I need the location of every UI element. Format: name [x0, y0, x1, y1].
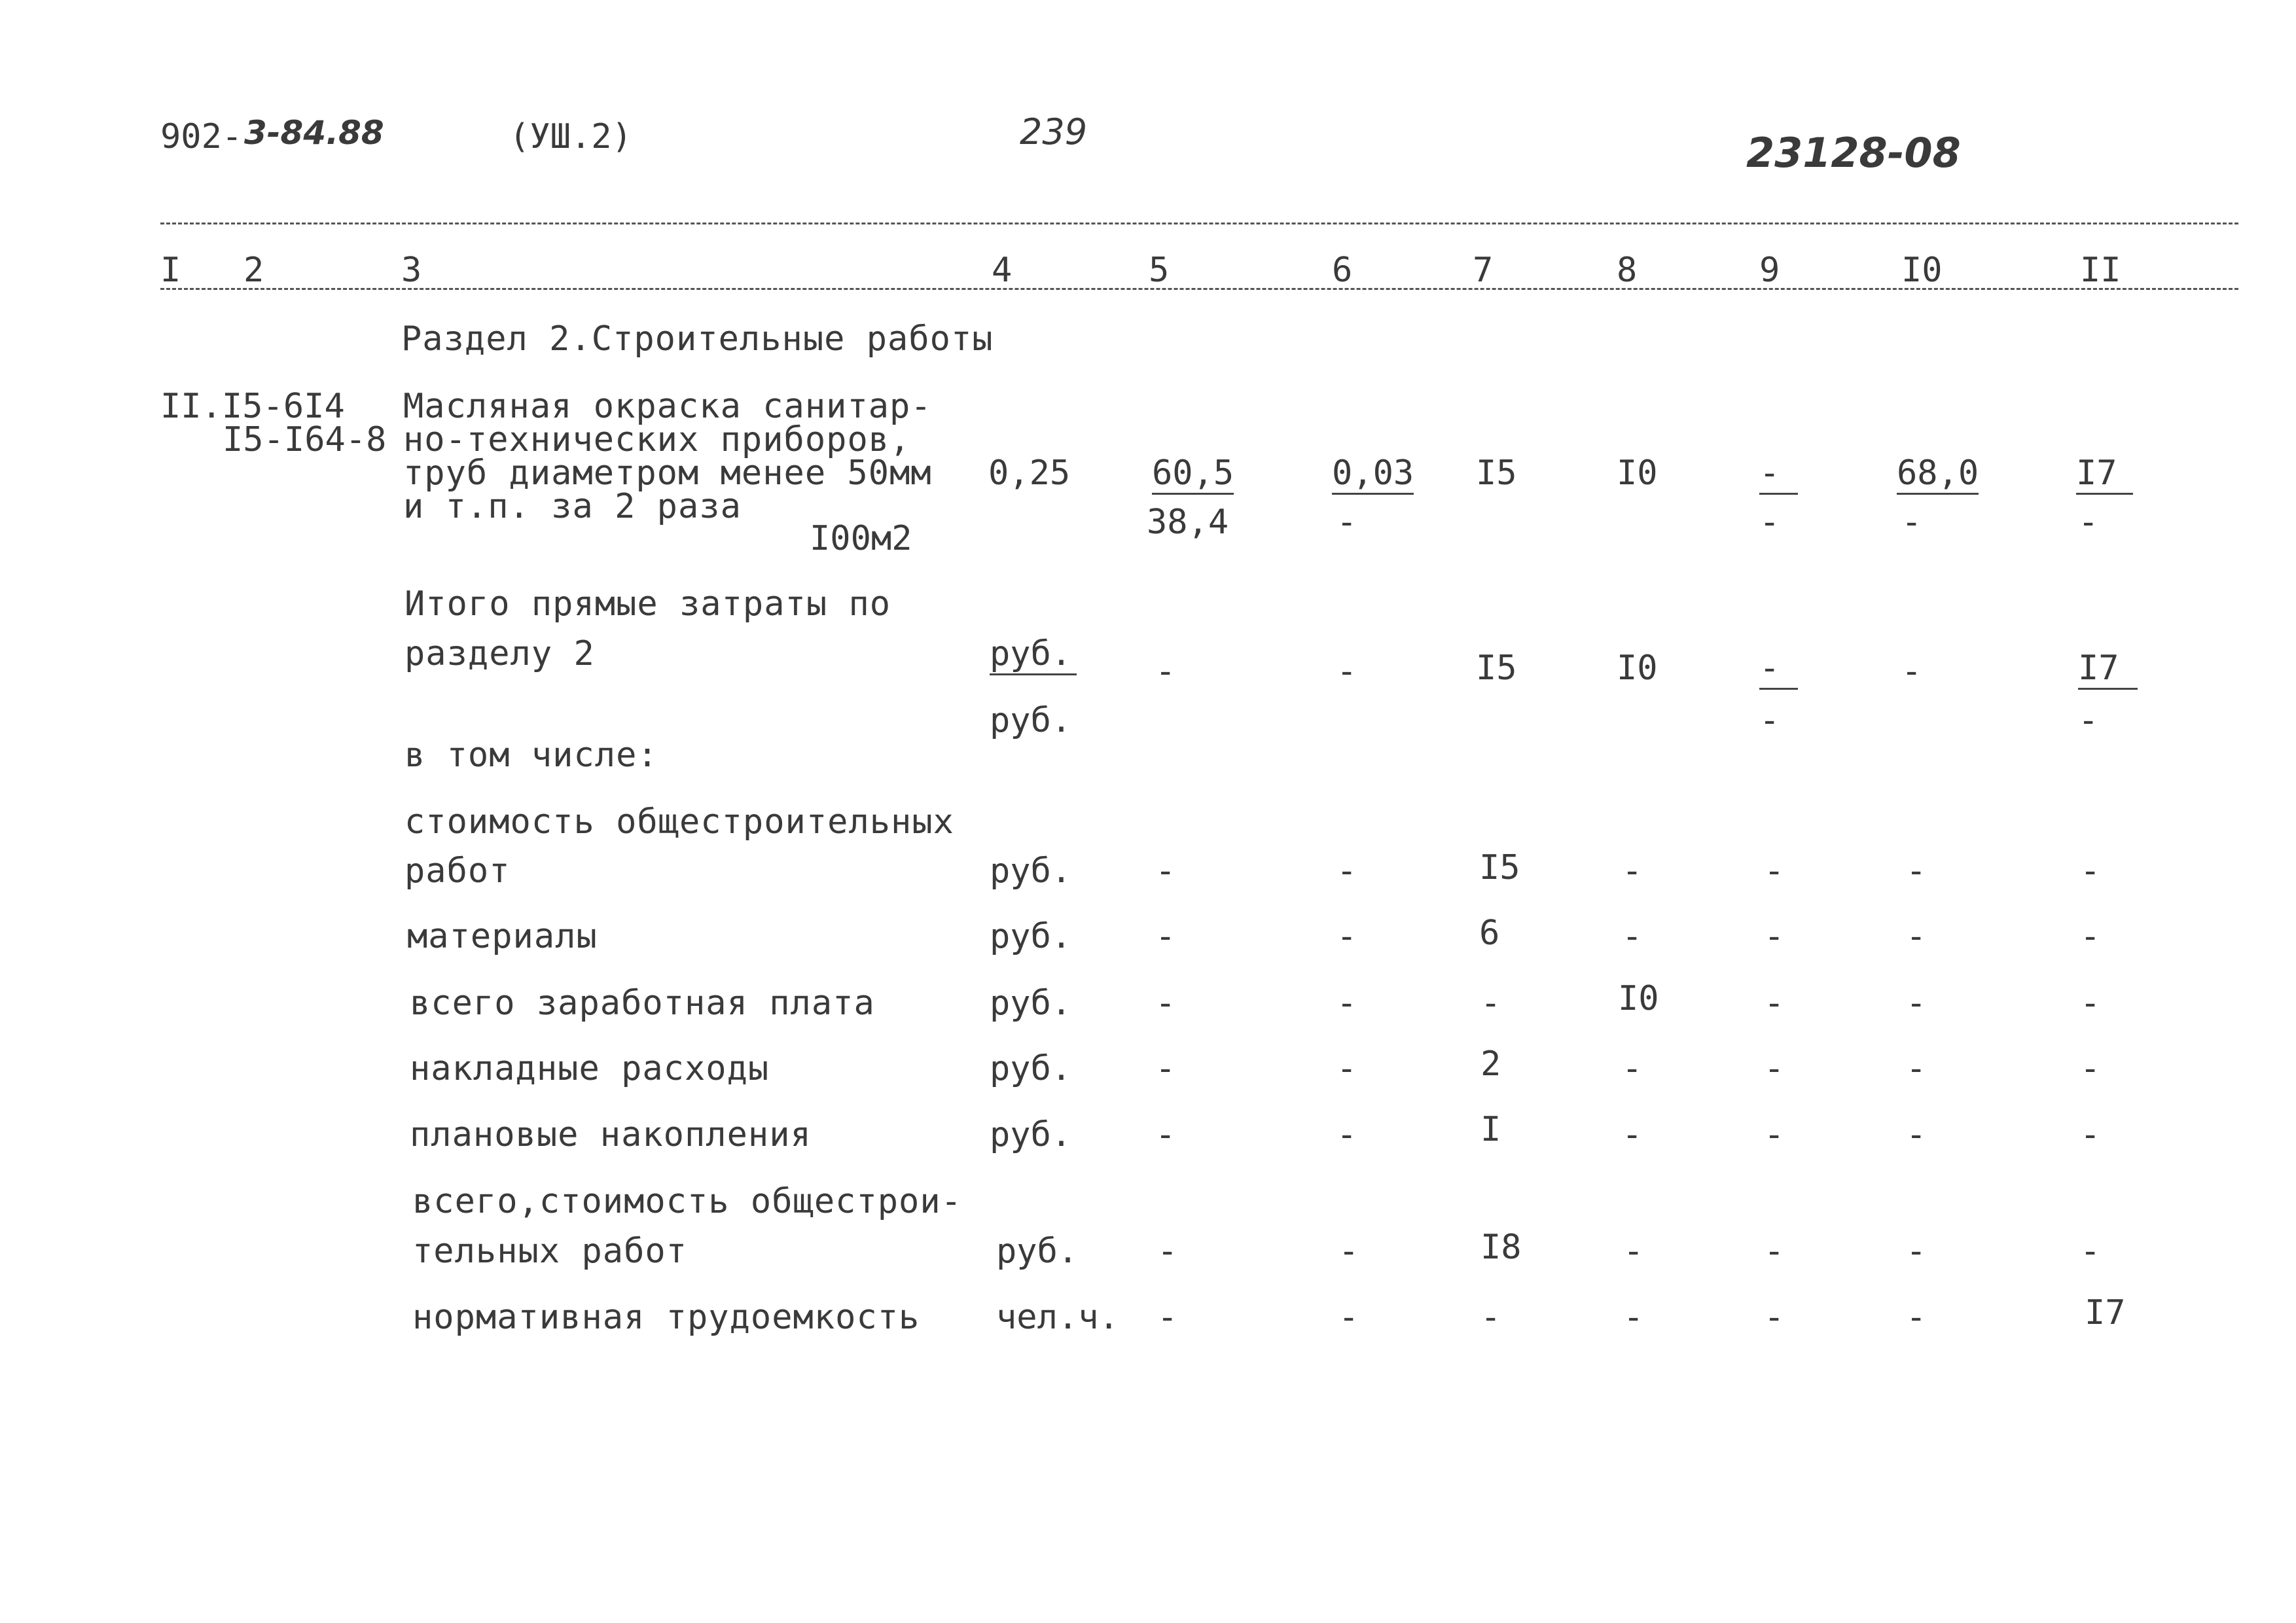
- col-2-number: 2: [243, 251, 264, 290]
- row-col5: -: [1155, 917, 1176, 956]
- row-label-line1: накладные расходы: [410, 1049, 770, 1088]
- row-col8: -: [1622, 851, 1643, 891]
- totals-label-line2: разделу 2: [404, 634, 595, 673]
- entry-col11-bottom: -: [2078, 503, 2099, 542]
- entry-col5-bottom: 38,4: [1147, 503, 1229, 542]
- row-col6: -: [1336, 1049, 1357, 1088]
- totals-col8: I0: [1617, 649, 1658, 688]
- totals-unit-bottom: руб.: [990, 701, 1072, 740]
- row-unit: руб.: [990, 851, 1072, 891]
- row-col5: -: [1155, 851, 1176, 891]
- row-unit: руб.: [990, 1115, 1072, 1154]
- row-col5: -: [1155, 1049, 1176, 1088]
- totals-col9-bottom: -: [1759, 701, 1780, 740]
- row-col7: I: [1480, 1110, 1501, 1149]
- row-unit: руб.: [990, 1049, 1072, 1088]
- row-col11: -: [2080, 917, 2101, 956]
- entry-desc-line4: и т.п. за 2 раза: [403, 487, 742, 526]
- row-col8: -: [1622, 1049, 1643, 1088]
- entry-col6-top: 0,03: [1332, 456, 1414, 495]
- entry-col7: I5: [1476, 454, 1517, 493]
- row-col5: -: [1157, 1232, 1178, 1271]
- row-col11: -: [2080, 851, 2101, 891]
- row-col10: -: [1906, 917, 1927, 956]
- col-6-number: 6: [1332, 251, 1353, 290]
- col-1-number: I: [160, 251, 181, 290]
- column-header-rule: [160, 288, 2238, 290]
- row-col11: -: [2080, 984, 2101, 1023]
- row-unit: руб.: [990, 984, 1072, 1023]
- row-unit: руб.: [990, 917, 1072, 956]
- doc-code-print: 902-: [160, 117, 243, 156]
- section-title: Раздел 2.Строительные работы: [401, 319, 994, 359]
- row-col10: -: [1906, 1115, 1927, 1154]
- doc-section: (УШ.2): [509, 117, 632, 156]
- row-col7: -: [1480, 984, 1501, 1023]
- entry-col8: I0: [1617, 454, 1658, 493]
- row-col5: -: [1157, 1298, 1178, 1337]
- row-col10: -: [1906, 851, 1927, 891]
- row-label-line1: всего заработная плата: [410, 984, 875, 1023]
- entry-col6-bottom: -: [1336, 503, 1357, 542]
- row-col7: -: [1480, 1298, 1501, 1337]
- entry-col11-top: I7: [2076, 456, 2133, 495]
- row-col6: -: [1338, 1298, 1359, 1337]
- row-label-line1: всего,стоимость общестрои-: [412, 1182, 962, 1221]
- totals-col10: -: [1901, 652, 1922, 691]
- row-col11: -: [2080, 1049, 2101, 1088]
- row-col9: -: [1764, 984, 1785, 1023]
- header-top-rule: [160, 223, 2238, 224]
- entry-col9-top: -: [1759, 456, 1798, 495]
- row-col9: -: [1764, 1049, 1785, 1088]
- totals-unit-top: руб.: [990, 637, 1077, 675]
- row-col6: -: [1338, 1232, 1359, 1271]
- row-col8: -: [1622, 1115, 1643, 1154]
- row-col6: -: [1336, 851, 1357, 891]
- row-col8: -: [1623, 1298, 1644, 1337]
- row-col10: -: [1906, 1298, 1927, 1337]
- including-label: в том числе:: [404, 736, 658, 775]
- entry-code-line1: II.I5-6I4: [160, 387, 345, 426]
- col-8-number: 8: [1617, 251, 1638, 290]
- row-col10: -: [1906, 1232, 1927, 1271]
- row-col9: -: [1764, 1232, 1785, 1271]
- totals-col5: -: [1155, 652, 1176, 691]
- row-col8: I0: [1618, 979, 1659, 1018]
- row-col9: -: [1764, 917, 1785, 956]
- col-4-number: 4: [992, 251, 1013, 290]
- col-9-number: 9: [1759, 251, 1780, 290]
- row-col11: -: [2080, 1115, 2101, 1154]
- entry-qty: 0,25: [988, 454, 1071, 493]
- row-col8: -: [1622, 917, 1643, 956]
- row-col6: -: [1336, 917, 1357, 956]
- col-10-number: I0: [1901, 251, 1943, 290]
- totals-col11-top: I7: [2078, 651, 2138, 690]
- col-3-number: 3: [401, 251, 422, 290]
- totals-col7: I5: [1476, 649, 1517, 688]
- entry-col10-bottom: -: [1901, 503, 1922, 542]
- totals-col11-bottom: -: [2078, 701, 2099, 740]
- row-col10: -: [1906, 1049, 1927, 1088]
- entry-desc-line1: Масляная окраска санитар-: [403, 387, 932, 426]
- row-label-line1: нормативная трудоемкость: [412, 1298, 920, 1337]
- page-number: 239: [1020, 111, 1088, 152]
- row-unit: руб.: [996, 1232, 1079, 1271]
- col-5-number: 5: [1149, 251, 1170, 290]
- entry-unit: I00м2: [810, 519, 912, 558]
- row-col5: -: [1155, 984, 1176, 1023]
- row-label-line1: материалы: [407, 917, 598, 956]
- col-11-number: II: [2080, 251, 2121, 290]
- entry-col10-top: 68,0: [1897, 456, 1979, 495]
- row-label-line1: плановые накопления: [410, 1115, 812, 1154]
- entry-col9-bottom: -: [1759, 503, 1780, 542]
- row-label-line2: тельных работ: [412, 1232, 687, 1271]
- row-col11: I7: [2085, 1293, 2126, 1332]
- row-col5: -: [1155, 1115, 1176, 1154]
- row-col10: -: [1906, 984, 1927, 1023]
- row-label-line2: работ: [404, 851, 511, 891]
- entry-desc-line2: но-технических приборов,: [403, 420, 911, 459]
- row-col6: -: [1336, 984, 1357, 1023]
- row-col7: I8: [1480, 1228, 1522, 1267]
- totals-label-line1: Итого прямые затраты по: [404, 584, 891, 624]
- row-col6: -: [1336, 1115, 1357, 1154]
- row-unit: чел.ч.: [996, 1298, 1119, 1337]
- entry-desc-line3: труб диаметром менее 50мм: [403, 454, 932, 493]
- row-col11: -: [2080, 1232, 2101, 1271]
- entry-col5-top: 60,5: [1152, 456, 1234, 495]
- row-col7: 6: [1479, 914, 1500, 953]
- row-col7: 2: [1480, 1044, 1501, 1084]
- doc-code-handwritten: 3-84.88: [244, 114, 384, 152]
- col-7-number: 7: [1473, 251, 1494, 290]
- row-col9: -: [1764, 851, 1785, 891]
- totals-col9-top: -: [1759, 651, 1798, 690]
- row-col7: I5: [1479, 848, 1520, 887]
- entry-code-line2: I5-I64-8: [223, 420, 387, 459]
- row-col9: -: [1764, 1115, 1785, 1154]
- row-label-line1: стоимость общестроительных: [404, 802, 954, 842]
- totals-col6: -: [1336, 652, 1357, 691]
- row-col8: -: [1623, 1232, 1644, 1271]
- row-col9: -: [1764, 1298, 1785, 1337]
- stamp-number: 23128-08: [1746, 129, 1961, 177]
